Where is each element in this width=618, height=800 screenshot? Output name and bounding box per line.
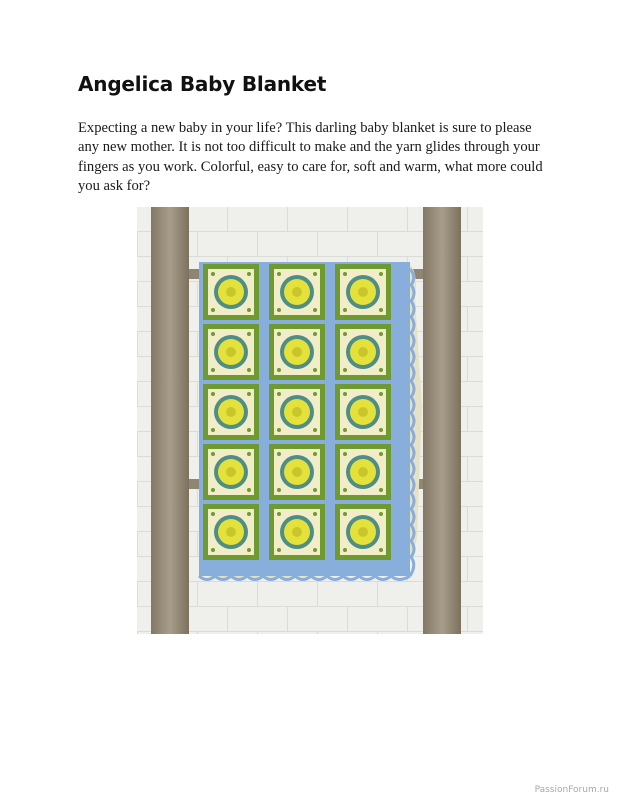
page-title: Angelica Baby Blanket — [78, 72, 327, 96]
ladder-rail-left — [151, 207, 189, 634]
crochet-blanket — [199, 262, 422, 580]
watermark: PassionForum.ru — [534, 785, 609, 795]
blanket-photo — [137, 207, 483, 634]
intro-paragraph: Expecting a new baby in your life? This darling baby blanket is sure to please any new mother. It is not too difficult to make and the yarn glides through your fingers as you work. Colorful, easy to care for, soft and warm, what more could you ask for? — [78, 120, 543, 194]
ladder-rail-right — [423, 207, 461, 634]
